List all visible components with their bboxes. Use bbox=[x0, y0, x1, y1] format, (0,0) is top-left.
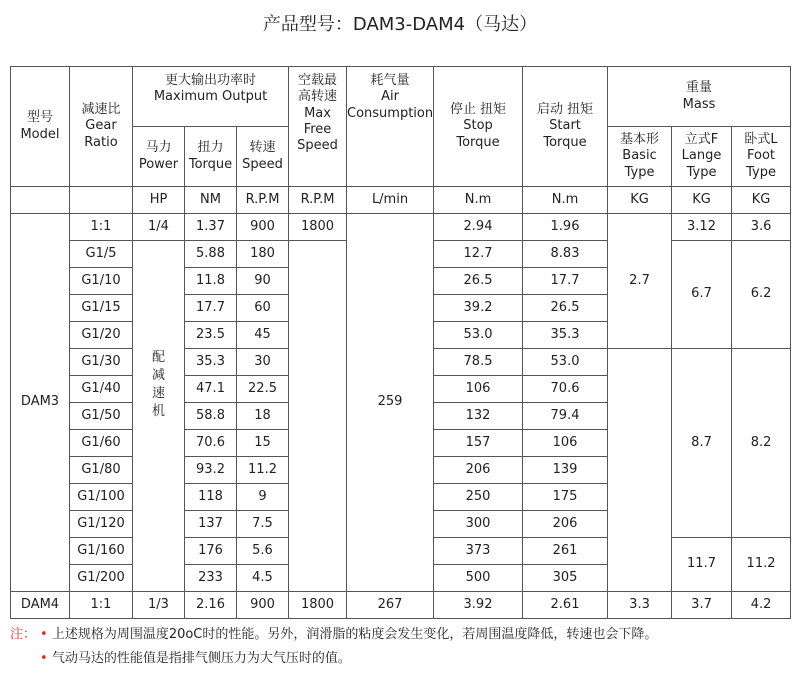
cell-speed: 18 bbox=[237, 403, 289, 430]
cell-ratio: G1/100 bbox=[70, 484, 133, 511]
cell-torque: 93.2 bbox=[185, 457, 237, 484]
header-foot-type: 卧式L Foot Type bbox=[732, 127, 791, 187]
header-speed: 转速 Speed bbox=[237, 127, 289, 187]
cell-ratio: 1:1 bbox=[70, 214, 133, 241]
header-power: 马力 Power bbox=[133, 127, 185, 187]
cell-torque: 47.1 bbox=[185, 376, 237, 403]
cell-speed: 11.2 bbox=[237, 457, 289, 484]
cell-speed: 180 bbox=[237, 241, 289, 268]
cell-torque: 5.88 bbox=[185, 241, 237, 268]
header-air-consumption: 耗气量 Air Consumption bbox=[347, 67, 434, 187]
cell-torque: 1.37 bbox=[185, 214, 237, 241]
cell-stop: 500 bbox=[434, 565, 523, 592]
table-row bbox=[11, 592, 791, 619]
cell-torque: 233 bbox=[185, 565, 237, 592]
cell-ratio: G1/15 bbox=[70, 295, 133, 322]
cell-ratio: G1/50 bbox=[70, 403, 133, 430]
bullet-icon: • bbox=[40, 651, 48, 666]
cell-torque: 35.3 bbox=[185, 349, 237, 376]
header-torque: 扭力 Torque bbox=[185, 127, 237, 187]
cell-speed: 900 bbox=[237, 214, 289, 241]
cell-ratio: G1/200 bbox=[70, 565, 133, 592]
cell-stop: 26.5 bbox=[434, 268, 523, 295]
unit-basic: KG bbox=[608, 187, 672, 214]
note-text-1: 上述规格为周围温度20oC时的性能。另外，润滑脂的粘度会发生变化，若周围温度降低，转速也会下降。 bbox=[51, 627, 658, 642]
note-text-2: 气动马达的性能值是指排气侧压力为大气压时的值。 bbox=[51, 651, 351, 666]
cell-speed: 30 bbox=[237, 349, 289, 376]
cell-speed: 4.5 bbox=[237, 565, 289, 592]
cell-power: 1/3 bbox=[133, 592, 185, 619]
header-gear-ratio: 减速比 Gear Ratio bbox=[70, 67, 133, 187]
cell-start: 8.83 bbox=[523, 241, 608, 268]
cell-free-speed-empty bbox=[289, 241, 347, 592]
header-start-torque: 启动 扭矩 Start Torque bbox=[523, 67, 608, 187]
cell-start: 1.96 bbox=[523, 214, 608, 241]
cell-torque: 176 bbox=[185, 538, 237, 565]
cell-stop: 39.2 bbox=[434, 295, 523, 322]
cell-basic: 3.3 bbox=[608, 592, 672, 619]
cell-torque: 11.8 bbox=[185, 268, 237, 295]
unit-torque: NM bbox=[185, 187, 237, 214]
cell-lange: 3.12 bbox=[672, 214, 732, 241]
cell-foot: 3.6 bbox=[732, 214, 791, 241]
cell-start: 35.3 bbox=[523, 322, 608, 349]
cell-basic-dam3: 2.7 bbox=[608, 214, 672, 349]
cell-torque: 23.5 bbox=[185, 322, 237, 349]
model-dam3: DAM3 bbox=[11, 214, 70, 592]
cell-speed: 7.5 bbox=[237, 511, 289, 538]
cell-start: 106 bbox=[523, 430, 608, 457]
cell-foot: 4.2 bbox=[732, 592, 791, 619]
cell-ratio: G1/20 bbox=[70, 322, 133, 349]
cell-start: 175 bbox=[523, 484, 608, 511]
units-row bbox=[11, 187, 791, 214]
cell-torque: 58.8 bbox=[185, 403, 237, 430]
cell-start: 79.4 bbox=[523, 403, 608, 430]
cell-start: 139 bbox=[523, 457, 608, 484]
unit-power: HP bbox=[133, 187, 185, 214]
cell-stop: 2.94 bbox=[434, 214, 523, 241]
cell-stop: 206 bbox=[434, 457, 523, 484]
note-line-1 bbox=[10, 626, 657, 650]
cell-lange: 3.7 bbox=[672, 592, 732, 619]
cell-torque: 70.6 bbox=[185, 430, 237, 457]
spec-table bbox=[10, 66, 791, 619]
cell-ratio: G1/30 bbox=[70, 349, 133, 376]
model-dam4: DAM4 bbox=[11, 592, 70, 619]
cell-start: 70.6 bbox=[523, 376, 608, 403]
cell-speed: 45 bbox=[237, 322, 289, 349]
unit-model bbox=[11, 187, 70, 214]
cell-power: 1/4 bbox=[133, 214, 185, 241]
cell-speed: 90 bbox=[237, 268, 289, 295]
cell-free-speed: 1800 bbox=[289, 592, 347, 619]
cell-stop: 157 bbox=[434, 430, 523, 457]
cell-stop: 373 bbox=[434, 538, 523, 565]
cell-stop: 300 bbox=[434, 511, 523, 538]
cell-start: 2.61 bbox=[523, 592, 608, 619]
header-mass: 重量 Mass bbox=[608, 67, 791, 127]
unit-air: L/min bbox=[347, 187, 434, 214]
cell-ratio: G1/120 bbox=[70, 511, 133, 538]
cell-ratio: G1/160 bbox=[70, 538, 133, 565]
unit-stop: N.m bbox=[434, 187, 523, 214]
cell-stop: 106 bbox=[434, 376, 523, 403]
unit-start: N.m bbox=[523, 187, 608, 214]
cell-lange: 6.7 bbox=[672, 241, 732, 349]
cell-foot: 8.2 bbox=[732, 349, 791, 538]
cell-air: 267 bbox=[347, 592, 434, 619]
cell-ratio: G1/80 bbox=[70, 457, 133, 484]
bullet-icon: • bbox=[40, 627, 48, 642]
cell-power-gearbox bbox=[133, 241, 185, 592]
note-label: 注： bbox=[10, 627, 37, 642]
header-model: 型号 Model bbox=[11, 67, 70, 187]
cell-free-speed: 1800 bbox=[289, 214, 347, 241]
cell-ratio: G1/60 bbox=[70, 430, 133, 457]
cell-stop: 3.92 bbox=[434, 592, 523, 619]
header-lange-type: 立式F Lange Type bbox=[672, 127, 732, 187]
cell-stop: 78.5 bbox=[434, 349, 523, 376]
cell-start: 17.7 bbox=[523, 268, 608, 295]
cell-air-dam3: 259 bbox=[347, 214, 434, 592]
cell-lange: 11.7 bbox=[672, 538, 732, 592]
cell-start: 305 bbox=[523, 565, 608, 592]
unit-lange: KG bbox=[672, 187, 732, 214]
cell-speed: 900 bbox=[237, 592, 289, 619]
cell-torque: 2.16 bbox=[185, 592, 237, 619]
cell-speed: 9 bbox=[237, 484, 289, 511]
cell-torque: 118 bbox=[185, 484, 237, 511]
cell-torque: 17.7 bbox=[185, 295, 237, 322]
note-line-2 bbox=[10, 650, 657, 674]
cell-foot: 11.2 bbox=[732, 538, 791, 592]
cell-speed: 22.5 bbox=[237, 376, 289, 403]
unit-ratio bbox=[70, 187, 133, 214]
cell-stop: 132 bbox=[434, 403, 523, 430]
unit-foot: KG bbox=[732, 187, 791, 214]
cell-foot: 6.2 bbox=[732, 241, 791, 349]
table-row bbox=[11, 214, 791, 241]
cell-speed: 5.6 bbox=[237, 538, 289, 565]
cell-ratio: G1/10 bbox=[70, 268, 133, 295]
cell-start: 53.0 bbox=[523, 349, 608, 376]
cell-start: 206 bbox=[523, 511, 608, 538]
cell-ratio: G1/40 bbox=[70, 376, 133, 403]
cell-start: 26.5 bbox=[523, 295, 608, 322]
cell-speed: 60 bbox=[237, 295, 289, 322]
cell-ratio: G1/5 bbox=[70, 241, 133, 268]
notes bbox=[10, 626, 657, 674]
cell-ratio: 1:1 bbox=[70, 592, 133, 619]
cell-torque: 137 bbox=[185, 511, 237, 538]
unit-free-speed: R.P.M bbox=[289, 187, 347, 214]
cell-start: 261 bbox=[523, 538, 608, 565]
cell-speed: 15 bbox=[237, 430, 289, 457]
cell-stop: 12.7 bbox=[434, 241, 523, 268]
header-basic-type: 基本形 Basic Type bbox=[608, 127, 672, 187]
gearbox-label: 配减速机 bbox=[151, 350, 165, 419]
cell-basic-empty bbox=[608, 349, 672, 592]
header-row-1 bbox=[11, 67, 791, 127]
header-max-output: 更大输出功率时 Maximum Output bbox=[133, 67, 289, 127]
unit-speed: R.P.M bbox=[237, 187, 289, 214]
cell-stop: 53.0 bbox=[434, 322, 523, 349]
header-max-free-speed: 空载最 高转速 Max Free Speed bbox=[289, 67, 347, 187]
header-stop-torque: 停止 扭矩 Stop Torque bbox=[434, 67, 523, 187]
cell-lange: 8.7 bbox=[672, 349, 732, 538]
cell-stop: 250 bbox=[434, 484, 523, 511]
page-title: 产品型号：DAM3-DAM4（马达） bbox=[262, 14, 538, 35]
